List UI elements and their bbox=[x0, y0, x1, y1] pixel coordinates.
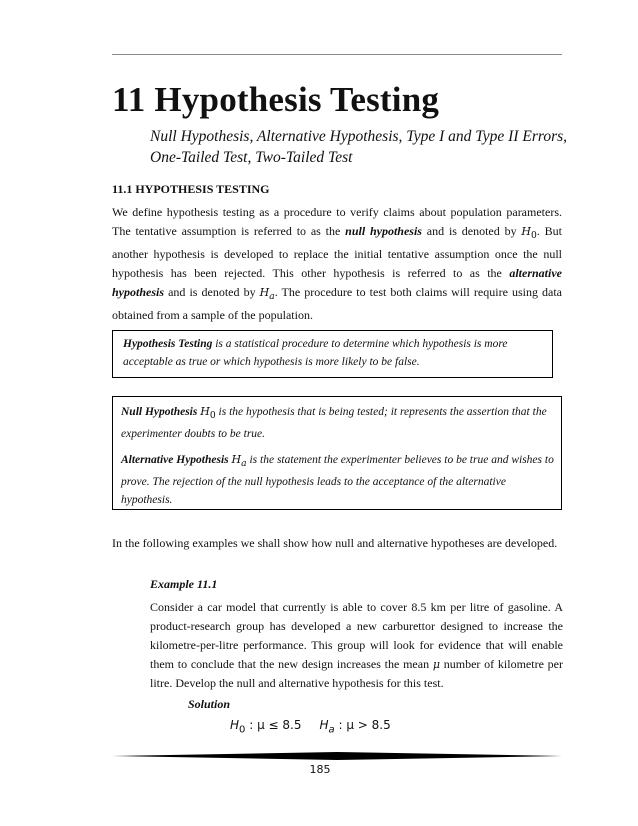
null-hypothesis-term: null hypothesis bbox=[345, 224, 422, 238]
solution-title: Solution bbox=[188, 697, 231, 711]
intro-text-4: and is denoted by bbox=[164, 285, 260, 300]
ha-subscript: a bbox=[328, 724, 335, 736]
alternative-hypothesis-term: alternative hypothesis bbox=[112, 266, 562, 300]
null-hypothesis-text: is the hypothesis that is being tested; it represents the assertion that the experimenter doubts to be true. bbox=[121, 406, 547, 441]
definition-text: is a statistical procedure to determine which hypothesis is more acceptable as true or which hypothesis is more likely to be false. bbox=[123, 338, 508, 368]
example-text-1: Consider a car model that currently is able to cover 8.5 km per litre of gasoline. A product-research group has developed a new carburettor designed to increase the kilometre-per-litre performance. This group will look for evidence that will enable them to conclude that the new design increases the mean bbox=[150, 600, 563, 671]
h0-symbol: $H_0$ bbox=[521, 225, 537, 242]
chapter-title: 11 Hypothesis Testing bbox=[112, 80, 440, 119]
intro-text-3: . But another hypothesis is developed to replace the initial tentative assumption once the null hypothesis has been rejected. This other hypothesis is referred to as the bbox=[112, 224, 562, 281]
ha-relation: : μ > 8.5 bbox=[334, 718, 391, 732]
hypotheses-box bbox=[112, 396, 562, 510]
solution-hypotheses bbox=[230, 718, 391, 735]
section-heading: 11.1 HYPOTHESIS TESTING bbox=[112, 182, 270, 196]
intro-paragraph bbox=[112, 203, 562, 325]
chapter-subtitle: Null Hypothesis, Alternative Hypothesis, Type I and Type II Errors, One-Tailed Test, Two-Tailed Test bbox=[150, 128, 568, 166]
example-title: Example 11.1 bbox=[150, 577, 218, 591]
ha-symbol: $H_a$ bbox=[231, 453, 247, 470]
alternative-hypothesis-label: Alternative Hypothesis bbox=[121, 454, 229, 467]
example-text-2: number of kilometre per litre. Develop the null and alternative hypothesis for this test. bbox=[150, 657, 563, 690]
examples-intro-paragraph: In the following examples we shall show how null and alternative hypotheses are developed. bbox=[112, 536, 558, 550]
example-body bbox=[150, 598, 563, 693]
null-hypothesis-label: Null Hypothesis bbox=[121, 406, 198, 418]
page-number: 185 bbox=[309, 763, 331, 776]
h0-subscript: 0 bbox=[239, 724, 246, 736]
definition-box bbox=[112, 330, 553, 378]
ha-symbol: $H_a$ bbox=[259, 286, 275, 303]
alternative-hypothesis-definition bbox=[121, 451, 555, 509]
header-rule bbox=[112, 54, 562, 55]
h0-label: H bbox=[230, 718, 240, 732]
h0-relation: : μ ≤ 8.5 bbox=[245, 718, 302, 732]
footer-rule bbox=[112, 752, 562, 760]
definition-term: Hypothesis Testing bbox=[123, 338, 213, 350]
ha-label: H bbox=[319, 718, 329, 732]
mu-symbol: μ bbox=[432, 658, 440, 671]
intro-text-2: and is denoted by bbox=[421, 224, 522, 238]
h0-symbol: $H_0$ bbox=[200, 405, 216, 422]
null-hypothesis-definition bbox=[121, 403, 555, 443]
intro-text-5: . The procedure to test both claims will require using data obtained from a sample of the population. bbox=[112, 285, 562, 323]
alternative-hypothesis-text: is the statement the experimenter believes to be true and wishes to prove. The rejection of the null hypothesis leads to the acceptance of the alternative hypothesis. bbox=[121, 454, 554, 507]
intro-text-1: We define hypothesis testing as a procedure to verify claims about population parameters. The tentative assumption is referred to as the bbox=[112, 205, 562, 238]
